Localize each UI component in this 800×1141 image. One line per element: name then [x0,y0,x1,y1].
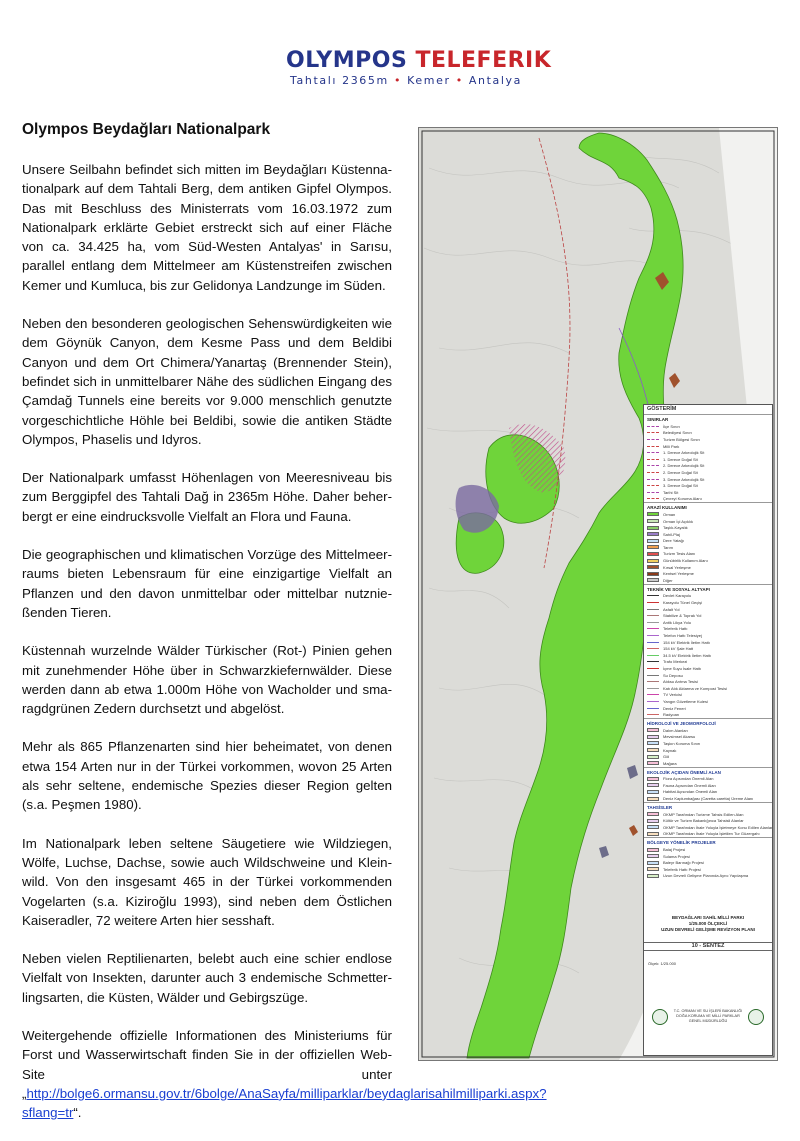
legend-swatch [647,459,659,460]
legend-swatch [647,452,659,453]
legend-swatch [647,609,659,610]
legend-item [644,619,772,626]
legend-plan-title: BEYDAĞLARI SAHİL MİLLİ PARKI 1/25.000 ÖLÇEKLİ UZUN DEVRELİ GELİŞME REVİZYON PLANI [661,915,755,932]
logo-sub-location: Tahtalı 2365m [290,74,389,87]
legend-item-label: 1. Derece Doğal Sit [663,456,698,462]
legend-swatch [647,797,659,801]
legend-item [644,672,772,679]
legend-item-label: Stabilize & Toprak Yol [663,613,702,619]
map-legend [643,404,773,1056]
legend-item-label: Uzun Devreli Gelişme Planında Ayrıc Yapılaşma [663,873,749,879]
legend-item-label: Teleferik Hattı Projesi [663,866,701,872]
legend-swatch [647,492,659,493]
legend-swatch [647,539,659,543]
legend-item-label: Dalım Alanları [663,727,688,733]
legend-swatch [647,615,659,616]
legend-item-label: Sahil-Plaj [663,531,680,537]
legend-item-label: İlçe Sınırı [663,423,680,429]
legend-swatch [647,790,659,794]
article-title: Olympos Beydağları Nationalpark [22,121,271,138]
legend-item [644,430,772,437]
legend-item [644,846,772,853]
legend-swatch [647,748,659,752]
logo-word-teleferik: TELEFERIK [415,48,552,73]
paragraph: Im Nationalpark leben seltene Säugetiere wie Wildziegen, Wölfe, Luchse, Dachse, sowie auch Wildschweine und Kleinwild. Von den insgesamt 465 in der Türkei vorkommenden Vogelarten (s.a. Kiziroğlu 1993), sind neben dem Östlichen Kaiseradler, 72 weitere Arten hier sesshaft. [22,835,392,928]
legend-item-label: Asfalt Yol [663,606,680,612]
paragraph: Neben vielen Reptilienarten, belebt auch eine schier endlose Vielfalt von Insekten, darunter auch 3 endemische Schmetterlingsarten, die Küsten, Wälder und Gebirgszüge. [22,951,392,1005]
legend-swatch [647,688,659,689]
legend-item [644,645,772,652]
legend-swatch [647,819,659,823]
legend-item-label: Telefon Hattı Telesiyej [663,633,702,639]
paragraph: Küstennah wurzelnde Wälder Türkischer (Rot-) Pinien gehen mit zunehmender Höhe über in Schwarzkiefernwälder. Diese werden dann ab etwa 1.000m Höhe von Wacholder und smaragdgrünen Zedern durchsetzt und abgelöst. [22,643,392,717]
legend-item-label: Kentsel Yerleşme [663,571,694,577]
logo-subtitle [286,74,526,87]
legend-item [644,612,772,619]
legend-section-heading: BÖLGEYE YÖNELİK PROJELER [644,837,772,846]
legend-swatch [647,655,659,656]
legend-title: GÖSTERİM [647,406,677,412]
ministry-text: Weitergehende offizielle Informationen des Ministeriums für Forst und Wasserwirtschaft finden Sie in der offiziellen WebSite unter „ [22,1027,392,1101]
legend-item-label: OKMP Tarafından Turizme Tahsis Edilen Alan [663,811,744,817]
legend-item [644,711,772,718]
paragraph: Mehr als 865 Pflanzenarten sind hier beheimatet, von denen etwa 154 Arten nur in der Türkei vorkommen, wovon 25 Arten als sehr seltene, endemische Spezies dieser Region gelten (s.a. Peşmen 1980). [22,739,392,813]
legend-swatch [647,777,659,781]
legend-swatch [647,675,659,676]
legend-item-label: Tarihi Sit [663,489,679,495]
legend-item [644,443,772,450]
legend-swatch [647,479,659,480]
legend-item [644,456,772,463]
legend-swatch [647,832,659,836]
paragraph: Neben den besonderen geologischen Sehenswürdigkeiten wie dem Göynük Canyon, dem Kesme Pass und dem Beldibi Canyon und dem Ort Chimera/Yanartaş (Brennender Stein), befindet sich in unmittelbarer Nähe des südlichen Eingang des Çamdağ Tunnels eine bereits vor 9.000 menschlich genutzte vorgeschichtliche Höhle bei Beldibi, sowie die antiken Städte Olympos, Phaselis und Idyros. [22,316,392,447]
legend-item [644,632,772,639]
legend-item-label: 3. Derece Arkeolojik Sit [663,476,705,482]
legend-swatch [647,545,659,549]
legend-item-label: Tarım [663,544,673,550]
legend-item-label: Flora Açısından Önemli Alan [663,776,714,782]
legend-swatch [647,783,659,787]
legend-item [644,489,772,496]
legend-item-label: Göl [663,754,670,760]
legend-item [644,776,772,783]
legend-item [644,593,772,600]
legend-item-label: 1. Derece Arkeolojik Sit [663,450,705,456]
legend-item-label: Mağara [663,760,677,766]
legend-swatch [647,694,659,695]
legend-item-label: OKMP Tarafından İhale Yoluyla İşletmeye Konu Edilen Alanlar [663,824,773,830]
logo-sub-kemer: Kemer [407,74,451,87]
legend-item [644,824,772,831]
legend-item [644,564,772,571]
legend-item [644,469,772,476]
legend-item-label: Orman [663,511,676,517]
legend-swatch [647,595,659,596]
legend-swatch [647,668,659,669]
ministry-seal-left [652,1009,668,1025]
legend-item [644,859,772,866]
legend-item-label: Baleyr Barınağı Projesi [663,860,704,866]
legend-swatch [647,532,659,536]
legend-item-label: Milli Park [663,443,680,449]
legend-swatch [647,741,659,745]
article [22,120,547,1141]
legend-item [644,463,772,470]
legend-swatch [647,512,659,516]
legend-item-label: Karayolu Tünel Geçişi [663,600,703,606]
legend-item [644,873,772,880]
legend-section-heading: HİDROLOJİ VE JEOMORFOLOJİ [644,718,772,727]
legend-item [644,511,772,518]
legend-item [644,817,772,824]
legend-item-label: 2. Derece Arkeolojik Sit [663,463,705,469]
legend-item-label: Dere Yatağı [663,538,684,544]
legend-body [644,414,772,879]
legend-swatch [647,761,659,765]
legend-item-label: Sulama Projesi [663,853,690,859]
legend-swatch [647,714,659,715]
legend-item-label: Orman İçi Açıklık [663,518,694,524]
legend-swatch [647,848,659,852]
legend-item-label: Trafo Merkezi [663,659,688,665]
legend-item [644,866,772,873]
legend-item-label: Turizm Tesis Alanı [663,551,696,557]
legend-item-label: Deniz Kaplumbağası (Caretta caretta) Üreme Alanı [663,796,754,802]
legend-item [644,853,772,860]
legend-item-label: OKMP Tarafından İhale Yoluyla İşletilen Tur Güzergahı [663,831,760,837]
legend-item [644,678,772,685]
legend-item [644,449,772,456]
legend-item-label: Radyoan [663,712,680,718]
legend-swatch [647,861,659,865]
legend-section-heading: ARAZİ KULLANIMI [644,502,772,511]
legend-swatch [647,701,659,702]
legend-item [644,789,772,796]
legend-item [644,705,772,712]
paragraph: Der Nationalpark umfasst Höhenlagen von Meeresniveau bis zum Berggipfel des Tahtali Dağ in 2365m Höhe. Daher beherbergt er eine eindrucksvolle Vielfalt an Flora und Fauna. [22,470,392,524]
legend-section-heading: TEKNİK VE SOSYAL ALTYAPI [644,584,772,593]
legend-item [644,753,772,760]
legend-item [644,760,772,767]
legend-swatch [647,519,659,523]
legend-item-label: Taşkın Koruma Sınırı [663,740,701,746]
legend-swatch [647,661,659,662]
legend-item [644,795,772,802]
legend-item [644,734,772,741]
legend-item-label: Günübirlik Kullanım Alanı [663,558,708,564]
legend-item-label: Mevsimsel Akarsu [663,734,696,740]
legend-swatch [647,485,659,486]
legend-section-heading: TAHSİSLER [644,802,772,811]
legend-swatch [647,432,659,433]
legend-item [644,659,772,666]
legend-item [644,747,772,754]
legend-item-label: Su Deposu [663,672,683,678]
legend-swatch [647,728,659,732]
legend-swatch [647,642,659,643]
legend-swatch [647,498,659,499]
legend-item [644,831,772,838]
legend-item-label: İçme Suyu İsale Hattı [663,665,702,671]
legend-swatch [647,755,659,759]
legend-item-label: Habitat Açısından Önemli Alan [663,789,718,795]
logo-sub-antalya: Antalya [468,74,522,87]
legend-item [644,538,772,545]
legend-swatch [647,854,659,858]
ministry-seal-right [748,1009,764,1025]
legend-item [644,551,772,558]
legend-swatch [647,446,659,447]
legend-item [644,436,772,443]
legend-item [644,496,772,503]
legend-item [644,518,772,525]
legend-item [644,524,772,531]
legend-item-label: Katı Atık Aktarma ve Kompost Tesisi [663,685,727,691]
legend-item-label: 3. Derece Doğal Sit [663,483,698,489]
legend-item-label: 2. Derece Doğal Sit [663,469,698,475]
legend-section-heading: SINIRLAR [644,414,772,423]
paragraph-ministry [22,1026,547,1122]
legend-swatch [647,526,659,530]
legend-item [644,423,772,430]
legend-item [644,531,772,538]
legend-item [644,606,772,613]
legend-scale: Ölçek: 1/25.000 [648,961,677,966]
logo-sub-dot: • [455,74,464,87]
legend-item [644,482,772,489]
legend-plan-number: 10 - SENTEZ [644,942,772,951]
legend-swatch [647,578,659,582]
legend-item [644,476,772,483]
legend-item-label: Kırsal Yerleşme [663,564,691,570]
legend-swatch [647,681,659,682]
legend-item [644,698,772,705]
legend-swatch [647,812,659,816]
legend-swatch [647,874,659,878]
legend-item-label: Deniz Feneri [663,705,686,711]
legend-swatch [647,622,659,623]
legend-swatch [647,602,659,603]
legend-ministry: T.C. ORMAN VE SU İŞLERİ BAKANLIĞI DOĞA KORUMA VE MİLLİ PARKLAR GENEL MÜDÜRLÜĞÜ [673,1009,743,1023]
ministry-text-end: “. [73,1105,82,1121]
logo-word-olympos: OLYMPOS [286,48,408,73]
legend-item-label: Diğer [663,577,673,583]
legend-item-label: Antik Likya Yolu [663,619,692,625]
legend-item-label: Fauna Açısından Önemli Alan [663,782,716,788]
paragraph: Die geographischen und klimatischen Vorzüge des Mittelmeerraums bieten Lebensraum für eine einzigartige Vielfalt an Pflanzen und den davon unmittelbar oder mittelbar nutznießenden Tieren. [22,547,392,620]
legend-swatch [647,648,659,649]
legend-item [644,665,772,672]
legend-swatch [647,635,659,636]
legend-item [644,557,772,564]
legend-item-label: Balaj Projesi [663,847,686,853]
legend-swatch [647,628,659,629]
legend-swatch [647,465,659,466]
legend-item [644,652,772,659]
legend-item [644,570,772,577]
legend-item-label: Turizm Bölgesi Sınırı [663,436,700,442]
legend-item [644,626,772,633]
legend-item-label: 34.5 kV Elektrik İletim Hattı [663,652,712,658]
legend-swatch [647,867,659,871]
legend-item-label: Kaynak [663,747,677,753]
legend-item [644,544,772,551]
legend-item-label: Devlet Karayolu [663,593,692,599]
legend-swatch [647,565,659,569]
legend-item [644,639,772,646]
legend-item-label: Belediyesi Sınırı [663,430,692,436]
legend-swatch [647,735,659,739]
legend-item-label: Çevreyi Koruma Alanı [663,496,702,502]
paragraph: Unsere Seilbahn befindet sich mitten im Beydağları Küstennationalpark auf dem Tahtali Berg, dem antiken Gipfel Olympos. Das mit Beschluss des Ministerrats vom 16.03.1972 zum Nationalpark erklärte Gebiet erstreckt sich auf einer Fläche von ca. 34.425 ha, vom Süd-Westen Antalyas' in Sarısu, parallel entlang dem Mittelmeer am Küstenstreifen zwischen Kemer und Kumluca, bis zur Gelidonya Landzunge im Süden. [22,162,392,293]
legend-item [644,577,772,584]
legend-swatch [647,572,659,576]
ministry-link[interactable]: http://bolge6.ormansu.gov.tr/6bolge/AnaSayfa/milliparklar/beydaglarisahilmilliparki.aspx?sflang=tr [22,1085,547,1121]
legend-item-label: Kültür ve Turizm Bakanlığınca Tahsisli Alanlar [663,818,744,824]
legend-item [644,599,772,606]
olympos-teleferik-logo [286,48,552,87]
legend-item [644,782,772,789]
legend-swatch [647,825,659,829]
logo-sub-dot: • [393,74,403,87]
legend-section-heading: EKOLOJİK AÇIDAN ÖNEMLİ ALAN [644,767,772,776]
legend-item [644,740,772,747]
legend-item [644,811,772,818]
legend-swatch [647,552,659,556]
legend-swatch [647,472,659,473]
legend-swatch [647,439,659,440]
legend-item-label: 154 kV Elektrik İletim Hattı [663,639,710,645]
legend-item-label: Yangın Gözetleme Kulesi [663,698,708,704]
legend-item-label: 154 kV Şale Hatt [663,646,694,652]
legend-item [644,727,772,734]
legend-swatch [647,559,659,563]
legend-item-label: Taşlık-Kayalık [663,525,688,531]
logo-title [286,48,552,73]
legend-swatch [647,708,659,709]
legend-item-label: TV Vericisi [663,692,682,698]
legend-item [644,685,772,692]
legend-item-label: Teleferik Hattı [663,626,688,632]
legend-swatch [647,426,659,427]
legend-item [644,692,772,699]
legend-item-label: Atıksu Arıtma Tesisi [663,679,698,685]
